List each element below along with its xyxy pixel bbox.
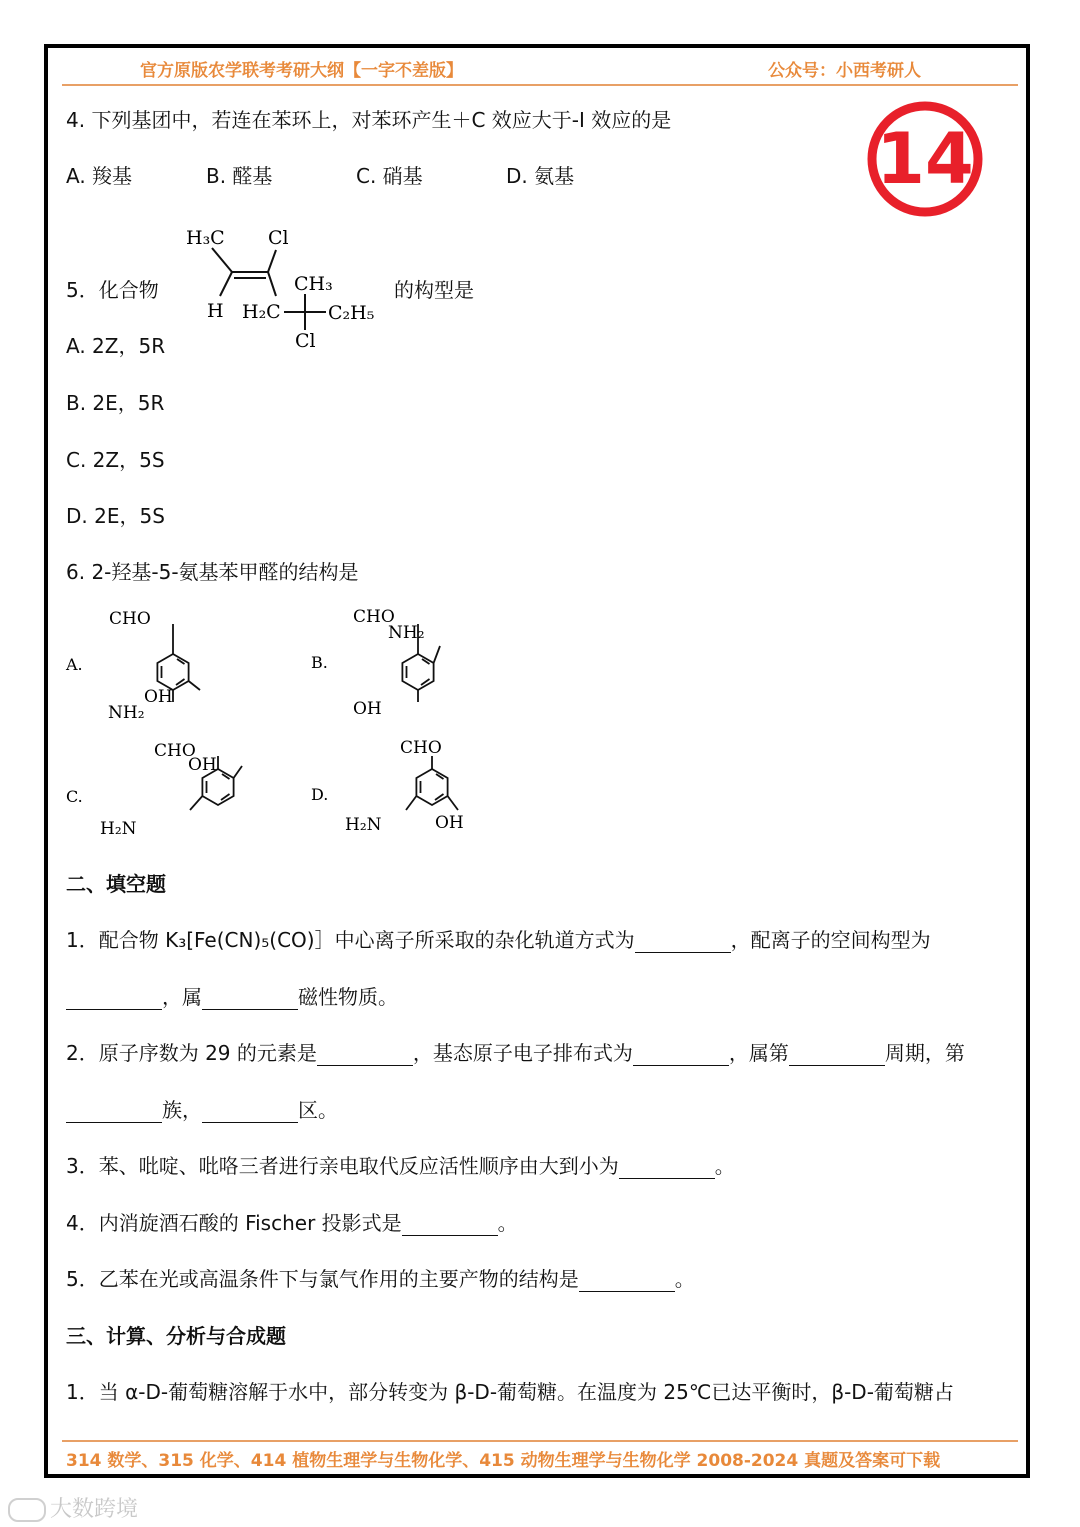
s2-q4-end: 。 xyxy=(497,1211,518,1235)
q5-label-h: H xyxy=(207,300,224,322)
s2-q1-text-b: ，配离子的空间构型为 xyxy=(730,928,931,952)
q6-d-right: OH xyxy=(435,813,464,833)
s2-q5-end: 。 xyxy=(674,1267,695,1291)
q6-b-right: NH₂ xyxy=(388,623,425,643)
s2-q2-line2 xyxy=(66,1094,338,1123)
q6-c-letter: C. xyxy=(66,787,83,806)
s2-q1-text-a: 1．配合物 K₃[Fe(CN)₅(CO)］中心离子所采取的杂化轨道方式为 xyxy=(66,928,635,952)
q6-d-top: CHO xyxy=(400,738,442,758)
q4-option-c: C. 硝基 xyxy=(356,164,423,188)
s2-q2-text-b: ，基态原子电子排布式为 xyxy=(412,1041,633,1065)
blank xyxy=(633,1045,729,1066)
s2-q1-line2 xyxy=(66,981,398,1010)
q5-structure xyxy=(180,222,390,352)
section2-title: 二、填空题 xyxy=(66,872,166,896)
blank xyxy=(202,989,298,1010)
q5-stem-prefix: 5．化合物 xyxy=(66,278,159,302)
q6-a-letter: A. xyxy=(66,655,83,674)
watermark-text: 大数跨境 xyxy=(50,1497,139,1522)
blank xyxy=(579,1271,675,1292)
header-rule xyxy=(62,84,1018,86)
blank xyxy=(66,1102,162,1123)
q5-label-cl-top: Cl xyxy=(268,227,289,249)
watermark-logo-icon xyxy=(8,1498,46,1522)
section3-title: 三、计算、分析与合成题 xyxy=(66,1324,286,1348)
q6-d-left: H₂N xyxy=(345,815,382,835)
s2-q1-line1 xyxy=(66,924,931,953)
q5-option-a: A. 2Z，5R xyxy=(66,334,166,358)
q6-d-letter: D. xyxy=(311,785,329,804)
q5-label-h2c: H₂C xyxy=(242,301,281,323)
q6-a-right: OH xyxy=(144,687,173,707)
blank xyxy=(317,1045,413,1066)
q6-c-bottom: H₂N xyxy=(100,819,137,839)
s2-q2-text-a: 2．原子序数为 29 的元素是 xyxy=(66,1041,317,1065)
blank xyxy=(789,1045,885,1066)
footer-text: 314 数学、315 化学、414 植物生理学与生物化学、415 动物生理学与生物化学 2008-2024 真题及答案可下载 xyxy=(66,1451,941,1471)
s2-q2-text-d: 周期，第 xyxy=(884,1041,965,1065)
q5-option-c: C. 2Z，5S xyxy=(66,448,165,472)
s2-q4-text: 4．内消旋酒石酸的 Fischer 投影式是 xyxy=(66,1211,402,1235)
q5-label-cl-bottom: Cl xyxy=(295,330,316,352)
blank xyxy=(619,1158,715,1179)
q6-b-top: CHO xyxy=(353,607,395,627)
q5-label-c2h5: C₂H₅ xyxy=(328,302,375,324)
header-title: 官方原版农学联考考研大纲【一字不差版】 xyxy=(140,61,463,81)
watermark xyxy=(8,1492,138,1523)
q4-option-b: B. 醛基 xyxy=(206,164,273,188)
s2-q2-text-f: 区。 xyxy=(298,1098,338,1122)
footer-rule xyxy=(62,1440,1018,1442)
header-wechat: 公众号：小西考研人 xyxy=(768,61,921,81)
s2-q1-text-d: 磁性物质。 xyxy=(298,985,398,1009)
s2-q2-text-e: 族， xyxy=(162,1098,202,1122)
q5-label-ch3: CH₃ xyxy=(294,273,333,295)
q4-option-d: D. 氨基 xyxy=(506,164,575,188)
q4-stem: 4. 下列基团中，若连在苯环上，对苯环产生＋C 效应大于-I 效应的是 xyxy=(66,108,672,132)
q6-stem: 6. 2-羟基-5-氨基苯甲醛的结构是 xyxy=(66,560,359,584)
s3-q1: 1．当 α-D-葡萄糖溶解于水中，部分转变为 β-D-葡萄糖。在温度为 25℃已达平衡时，β-D-葡萄糖占 xyxy=(66,1380,954,1404)
blank xyxy=(635,932,731,953)
s2-q5-text: 5．乙苯在光或高温条件下与氯气作用的主要产物的结构是 xyxy=(66,1267,579,1291)
s2-q3-end: 。 xyxy=(714,1154,735,1178)
s2-q3-text: 3．苯、吡啶、吡咯三者进行亲电取代反应活性顺序由大到小为 xyxy=(66,1154,619,1178)
s2-q2-text-c: ，属第 xyxy=(728,1041,789,1065)
q6-a-bottom: NH₂ xyxy=(108,703,145,723)
s2-q2-line1 xyxy=(66,1037,965,1066)
number-badge xyxy=(866,100,984,218)
q6-b-letter: B. xyxy=(311,653,328,672)
q5-option-d: D. 2E，5S xyxy=(66,504,165,528)
q5-label-h3c: H₃C xyxy=(186,227,225,249)
blank xyxy=(402,1215,498,1236)
q6-structures xyxy=(60,600,490,850)
badge-number: 14 xyxy=(876,118,974,200)
blank xyxy=(202,1102,298,1123)
q5-stem-suffix: 的构型是 xyxy=(394,278,474,302)
s2-q5 xyxy=(66,1263,695,1292)
s2-q3 xyxy=(66,1150,735,1179)
s2-q1-text-c: ，属 xyxy=(162,985,202,1009)
q6-a-top: CHO xyxy=(109,609,151,629)
blank xyxy=(66,989,162,1010)
q4-option-a: A. 羧基 xyxy=(66,164,133,188)
q5-option-b: B. 2E，5R xyxy=(66,391,165,415)
q6-c-top: CHO xyxy=(154,741,196,761)
q6-b-bottom: OH xyxy=(353,699,382,719)
q6-c-right: OH xyxy=(188,755,217,775)
s2-q4 xyxy=(66,1207,518,1236)
